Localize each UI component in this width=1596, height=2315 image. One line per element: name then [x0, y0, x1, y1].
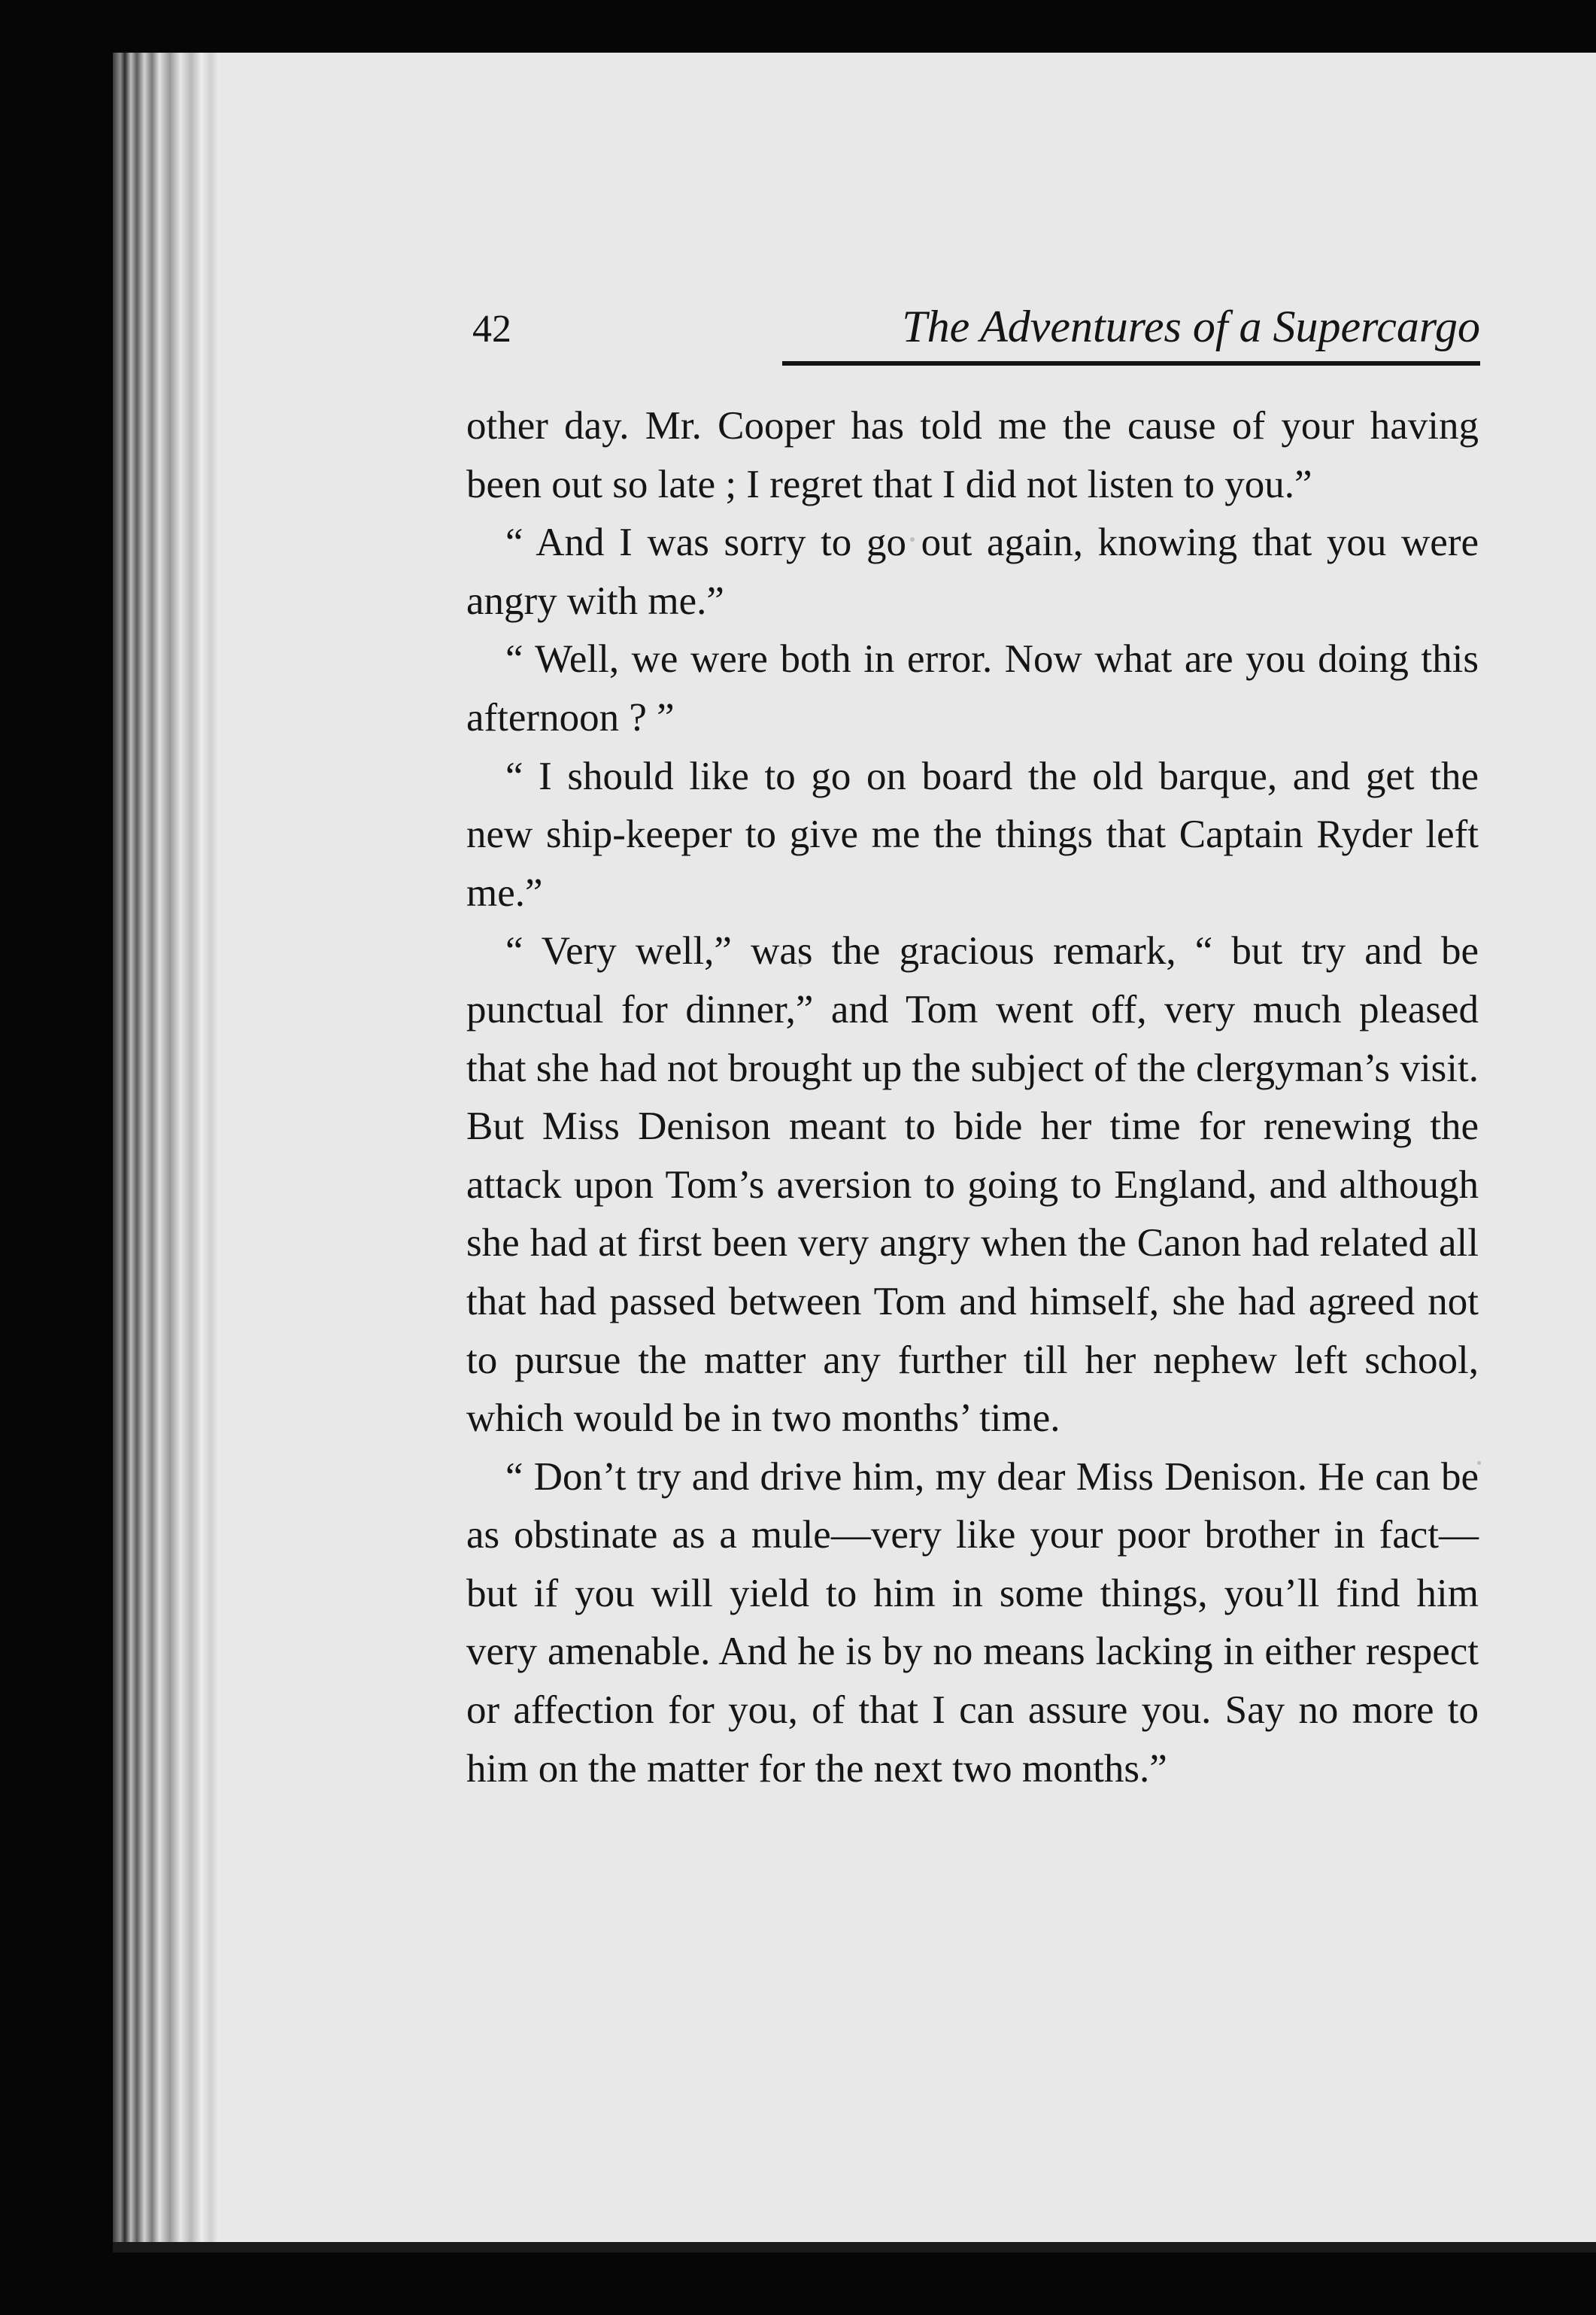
running-title: The Adventures of a Supercargo [902, 302, 1480, 351]
paragraph: “ I should like to go on board the old barque, and get the new ship-keeper to give me the things that Captain Ryder left me.” [466, 754, 1479, 915]
page-stack-edges [113, 53, 218, 2242]
header-rule [782, 361, 1480, 366]
body-text [466, 397, 1479, 1798]
running-header [472, 301, 1480, 370]
page-number: 42 [472, 308, 511, 351]
paragraph: “ Don’t try and drive him, my dear Miss Denison. He can be as obstinate as a mule—very like your poor brother in fact—but if you will yield to him in some things, you’ll find him very amenable. And he is by no means lacking in either respect or affection for you, of that I can assure you. Say no more to him on the matter for the next two months.” [466, 1454, 1479, 1791]
page-bottom-edge [113, 2242, 1596, 2253]
paragraph: “ And I was sorry to go out again, knowing that you were angry with me.” [466, 521, 1479, 623]
paragraph: “ Well, we were both in error. Now what are you doing this afternoon ? ” [466, 637, 1479, 740]
paragraph: “ Very well,” was the gracious remark, “ but try and be punctual for dinner,” and Tom went off, very much pleased that she had not brought up the subject of the clergyman’s visit. But Miss Denison meant to bide her time for renewing the attack upon Tom’s aversion to going to England, and although she had at first been very angry when the Canon had related all that had passed between Tom and himself, she had agreed not to pursue the matter any further till her nephew left school, which would be in two months’ time. [466, 929, 1479, 1441]
paragraph: other day. Mr. Cooper has told me the cause of your having been out so late ; I regret that I did not listen to you.” [466, 404, 1479, 506]
